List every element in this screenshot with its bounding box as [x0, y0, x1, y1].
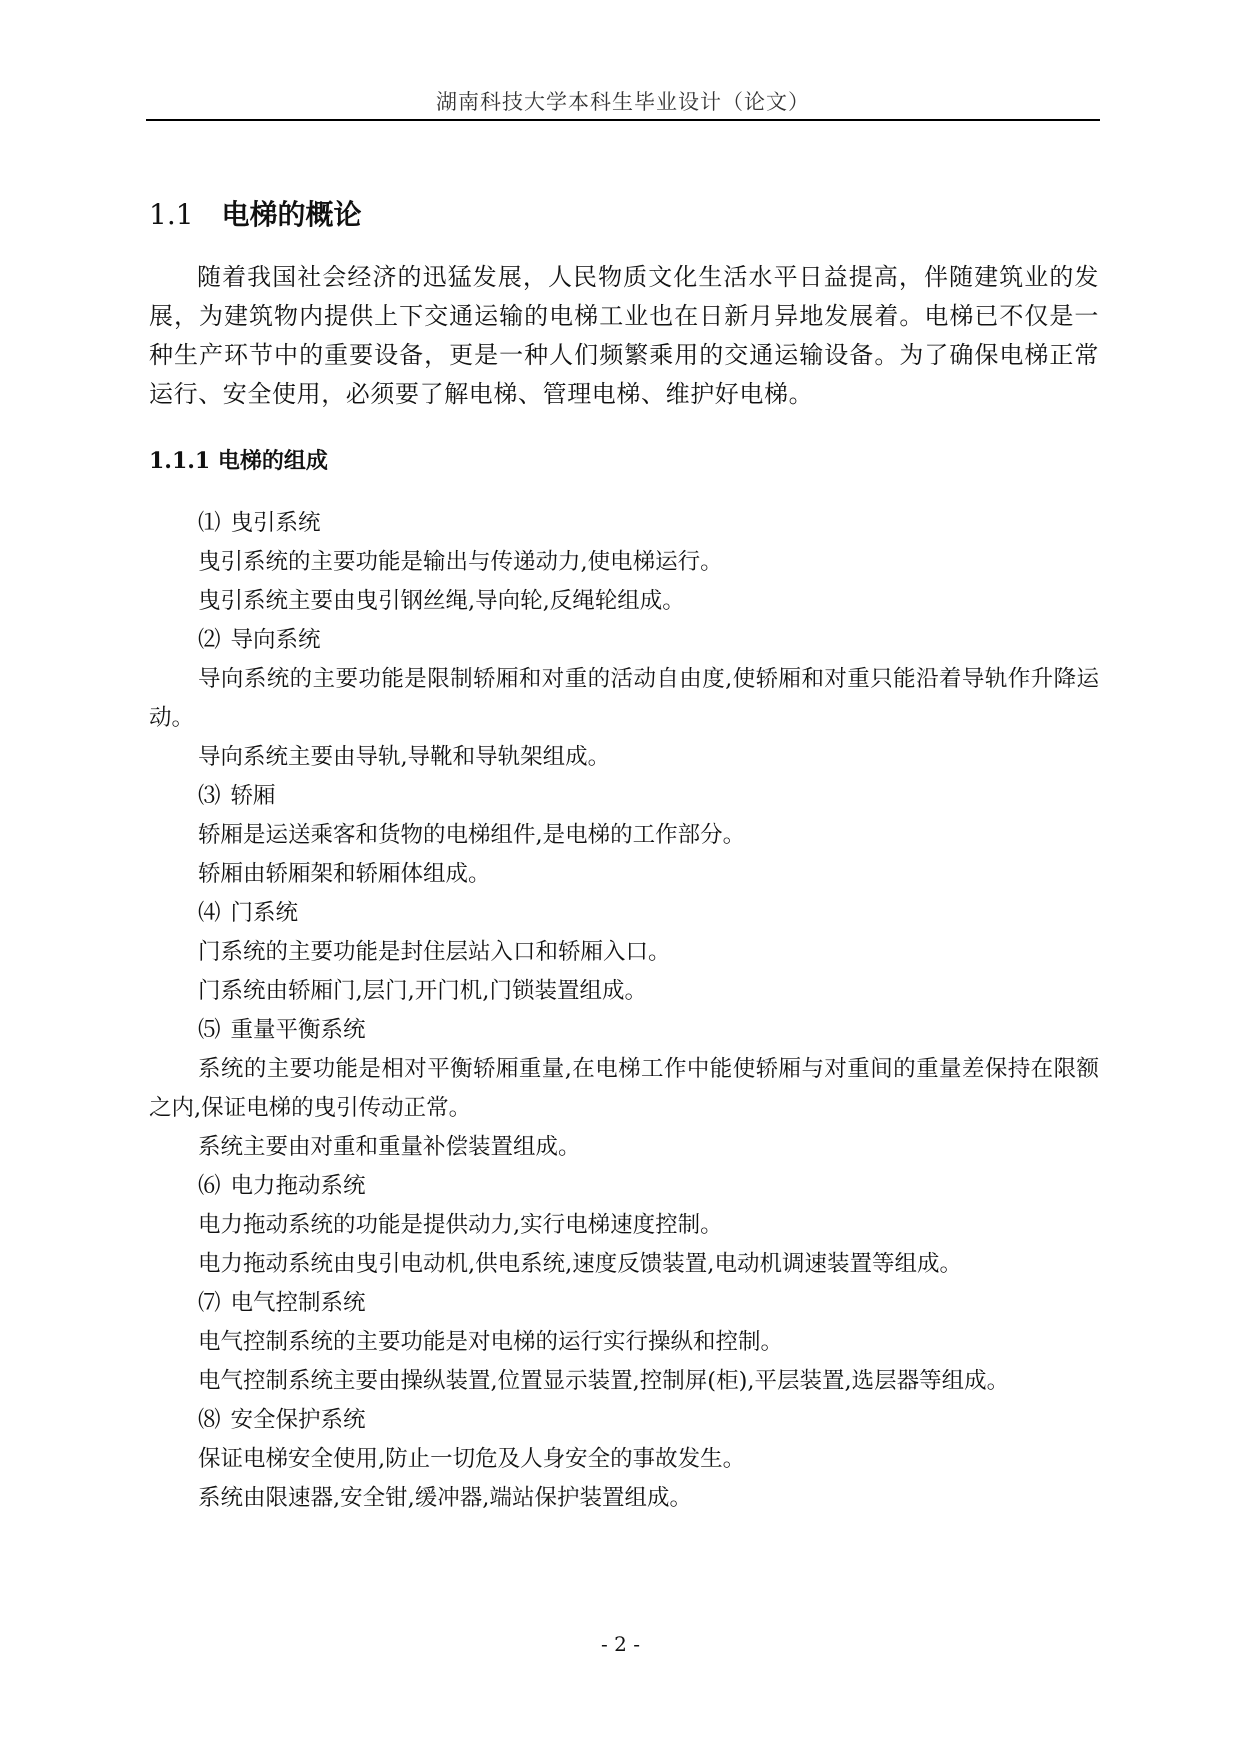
- list-item-text: 电力拖动系统的功能是提供动力,实行电梯速度控制。: [198, 1212, 723, 1238]
- list-item-marker: ⑵: [198, 627, 221, 653]
- list-item-text: 导向系统主要由导轨,导靴和导轨架组成。: [198, 744, 611, 770]
- list-item-title: 门系统: [230, 900, 299, 926]
- list-item-title: 电力拖动系统: [230, 1173, 366, 1199]
- component-list: [149, 504, 1099, 1518]
- list-item-marker: ⑸: [198, 1017, 221, 1043]
- page-number: - 2 -: [601, 1632, 640, 1656]
- list-item-text: 导向系统的主要功能是限制轿厢和对重的活动自由度,使轿厢和对重只能沿着导轨作升降运动。: [149, 666, 1099, 731]
- list-item-text: 门系统的主要功能是封住层站入口和轿厢入口。: [198, 939, 671, 965]
- intro-block: [149, 258, 1099, 414]
- list-item-marker: ⑺: [198, 1290, 221, 1316]
- subsection-number: 1.1.1: [149, 448, 211, 474]
- list-item-title: 重量平衡系统: [230, 1017, 366, 1043]
- list-item-text: 曳引系统主要由曳引钢丝绳,导向轮,反绳轮组成。: [198, 588, 685, 614]
- list-item-marker: ⑻: [198, 1407, 221, 1433]
- list-item-heading: [149, 1011, 1099, 1050]
- list-item-title: 曳引系统: [230, 510, 321, 536]
- list-item-heading: [149, 777, 1099, 816]
- list-item-marker: ⑷: [198, 900, 221, 926]
- list-item-heading: [149, 1167, 1099, 1206]
- list-item-heading: [149, 1284, 1099, 1323]
- section-heading: [149, 193, 362, 233]
- intro-paragraph: 随着我国社会经济的迅猛发展，人民物质文化生活水平日益提高，伴随建筑业的发展，为建筑物内提供上下交通运输的电梯工业也在日新月异地发展着。电梯已不仅是一种生产环节中的重要设备，更是一种人们频繁乘用的交通运输设备。为了确保电梯正常运行、安全使用，必须要了解电梯、管理电梯、维护好电梯。: [149, 263, 1099, 408]
- list-item-text: 曳引系统的主要功能是输出与传递动力,使电梯运行。: [198, 549, 723, 575]
- list-item-text: 系统主要由对重和重量补偿装置组成。: [198, 1134, 581, 1160]
- list-item-title: 导向系统: [230, 627, 321, 653]
- list-item-text: 电气控制系统主要由操纵装置,位置显示装置,控制屏(柜),平层装置,选层器等组成。: [198, 1368, 1010, 1394]
- list-item-heading: [149, 621, 1099, 660]
- subsection-heading: [149, 444, 328, 475]
- subsection-title-text: 电梯的组成: [217, 448, 328, 474]
- list-item-heading: [149, 1401, 1099, 1440]
- list-item-marker: ⑹: [198, 1173, 221, 1199]
- list-item-text: 电气控制系统的主要功能是对电梯的运行实行操纵和控制。: [198, 1329, 784, 1355]
- list-item-text: 保证电梯安全使用,防止一切危及人身安全的事故发生。: [198, 1446, 746, 1472]
- list-item-text: 轿厢是运送乘客和货物的电梯组件,是电梯的工作部分。: [198, 822, 746, 848]
- list-item-title: 轿厢: [230, 783, 276, 809]
- list-item-text: 电力拖动系统由曳引电动机,供电系统,速度反馈装置,电动机调速装置等组成。: [198, 1251, 962, 1277]
- list-item-marker: ⑴: [198, 510, 221, 536]
- header-rule: [146, 119, 1100, 121]
- list-item-title: 安全保护系统: [230, 1407, 366, 1433]
- list-item-text: 系统由限速器,安全钳,缓冲器,端站保护装置组成。: [198, 1485, 692, 1511]
- section-title-text: 电梯的概论: [221, 198, 362, 231]
- page-header: 湖南科技大学本科生毕业设计（论文）: [436, 90, 810, 114]
- list-item-marker: ⑶: [198, 783, 221, 809]
- list-item-heading: [149, 504, 1099, 543]
- list-item-text: 门系统由轿厢门,层门,开门机,门锁装置组成。: [198, 978, 647, 1004]
- list-item-text: 系统的主要功能是相对平衡轿厢重量,在电梯工作中能使轿厢与对重间的重量差保持在限额之内,保证电梯的曳引传动正常。: [149, 1056, 1099, 1121]
- list-item-text: 轿厢由轿厢架和轿厢体组成。: [198, 861, 491, 887]
- list-item-heading: [149, 894, 1099, 933]
- list-item-title: 电气控制系统: [230, 1290, 366, 1316]
- section-number: 1.1: [149, 198, 194, 231]
